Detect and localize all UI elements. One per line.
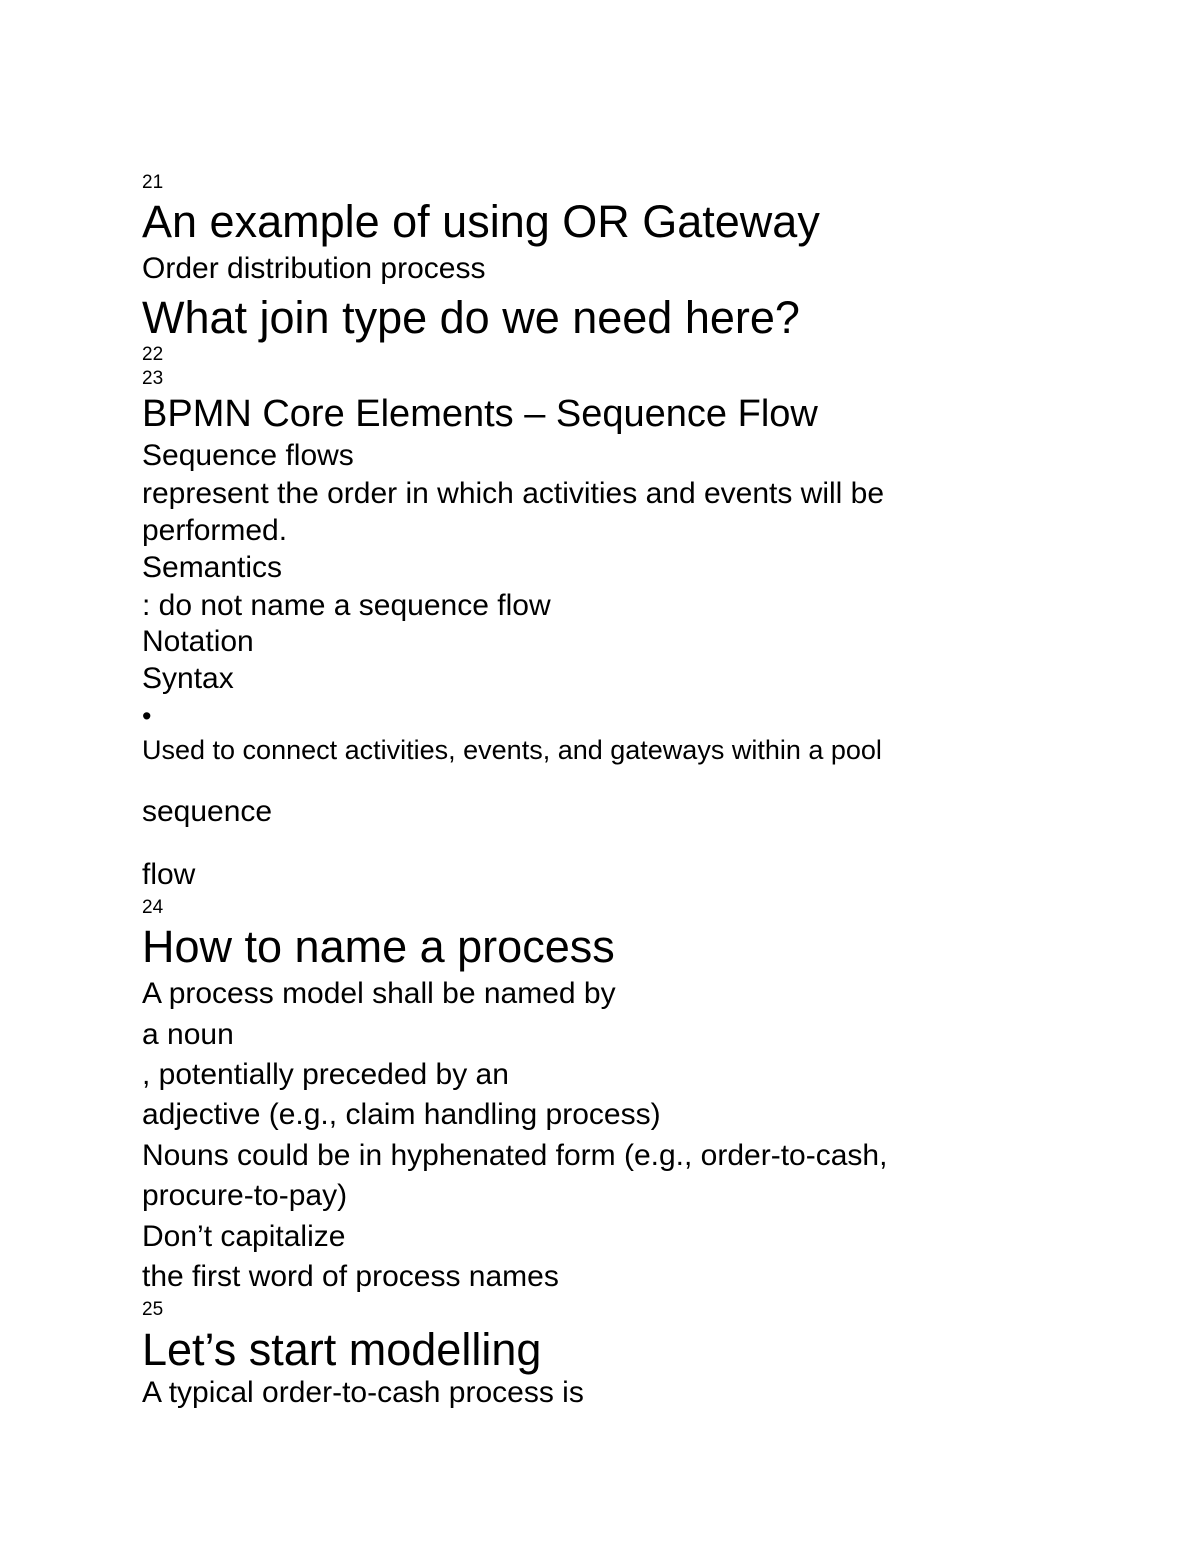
text-line: A process model shall be named by <box>142 977 616 1010</box>
slide-number: 23 <box>142 368 164 389</box>
text-line: Notation <box>142 625 254 658</box>
slide-question: What join type do we need here? <box>142 292 800 343</box>
slide-number: 21 <box>142 172 164 193</box>
slide-title: How to name a process <box>142 921 615 972</box>
text-line: Sequence flows <box>142 439 354 472</box>
text-line: Nouns could be in hyphenated form (e.g., order-to-cash, <box>142 1139 888 1172</box>
text-line: flow <box>142 858 196 891</box>
text-line: procure-to-pay) <box>142 1179 348 1212</box>
text-line: : do not name a sequence flow <box>142 589 551 622</box>
slide-number: 25 <box>142 1299 164 1320</box>
slide-title: BPMN Core Elements – Sequence Flow <box>142 393 818 435</box>
text-line: Semantics <box>142 551 283 584</box>
bullet: • <box>142 701 152 731</box>
text-line: performed. <box>142 514 288 547</box>
slide-title: Let’s start modelling <box>142 1324 542 1375</box>
text-line: sequence <box>142 795 273 828</box>
text-line: A typical order-to-cash process is <box>142 1376 584 1409</box>
text-line: a noun <box>142 1018 234 1051</box>
text-line: the first word of process names <box>142 1260 559 1293</box>
text-line: represent the order in which activities and events will be <box>142 477 885 510</box>
text-line: Syntax <box>142 662 234 695</box>
text-line: Used to connect activities, events, and gateways within a pool <box>142 735 882 765</box>
slide-number: 24 <box>142 897 164 918</box>
text-line: adjective (e.g., claim handling process) <box>142 1098 661 1131</box>
slide-number: 22 <box>142 344 164 365</box>
slide-subtitle: Order distribution process <box>142 252 486 285</box>
slide-title: An example of using OR Gateway <box>142 196 820 247</box>
text-line: Don’t capitalize <box>142 1220 346 1253</box>
text-line: , potentially preceded by an <box>142 1058 509 1091</box>
